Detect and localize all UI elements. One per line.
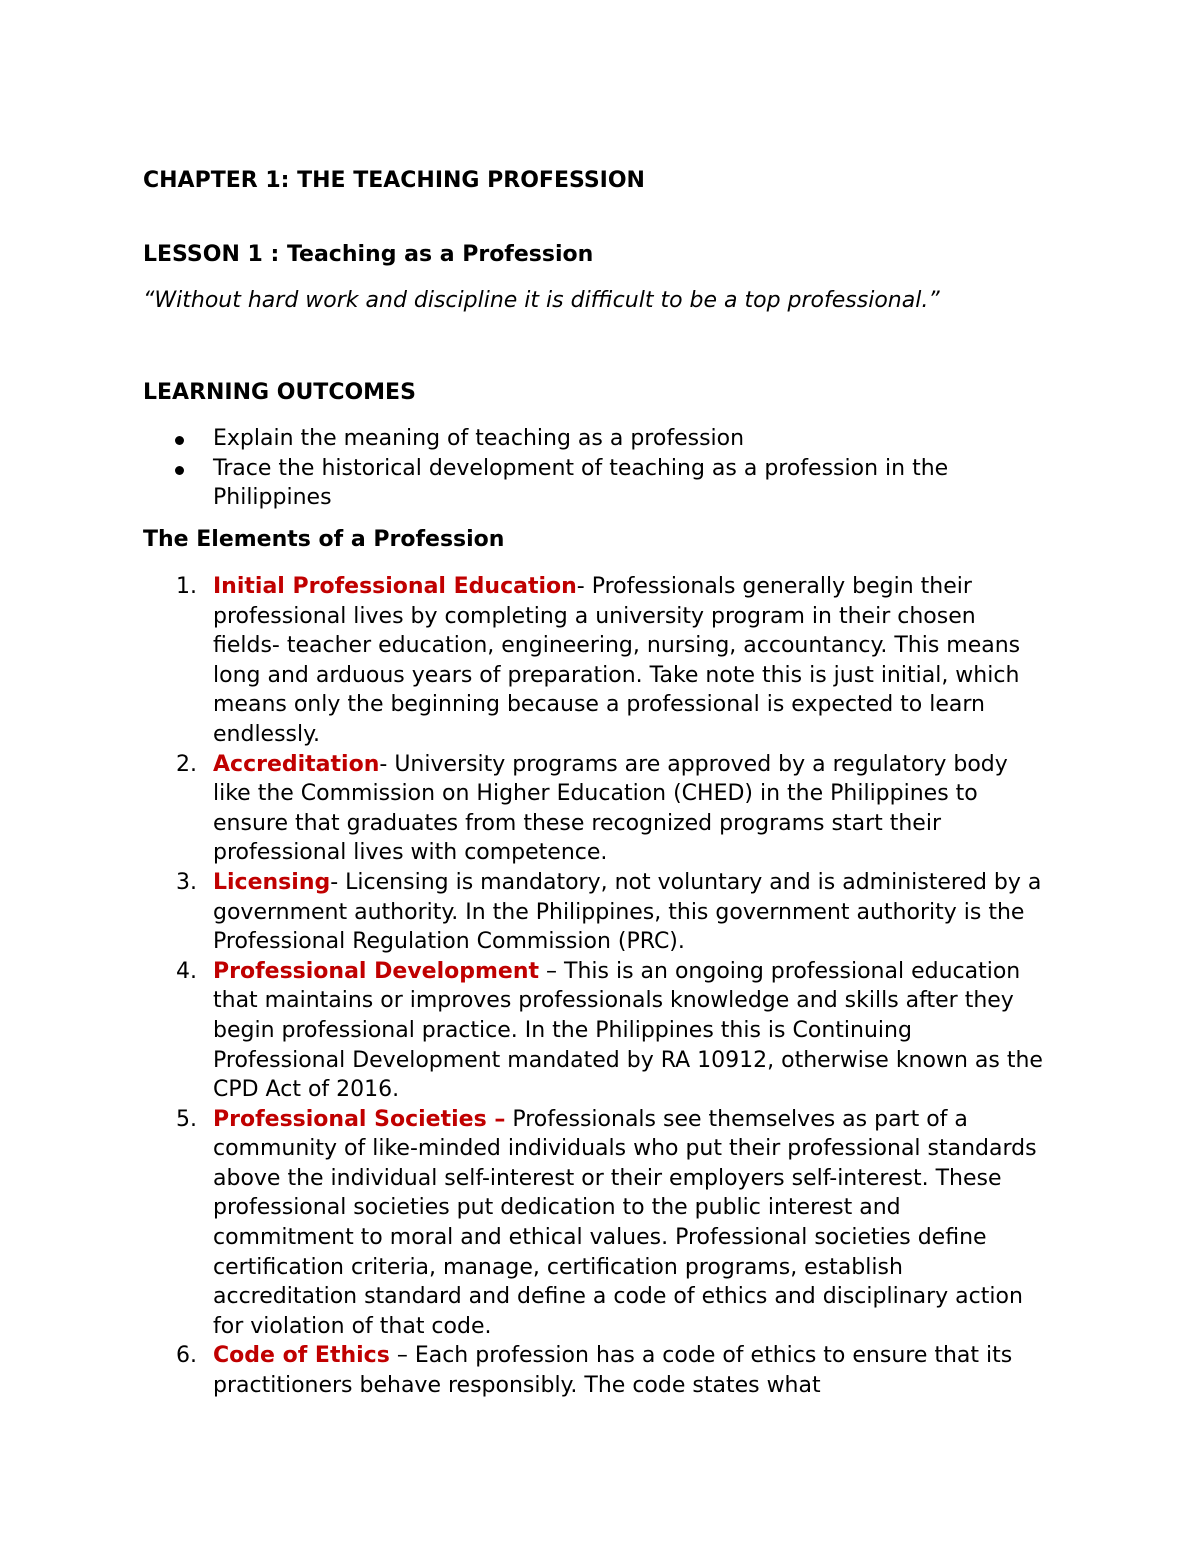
element-description: Each profession has a code of ethics to ensure that its practitioners behave responsibly. The code states what — [213, 1343, 1013, 1399]
element-term: Licensing — [213, 869, 331, 895]
element-term: Professional Development — [213, 958, 540, 984]
list-item — [143, 1341, 1043, 1400]
list-item — [143, 868, 1043, 957]
item-number: 4. — [176, 958, 197, 984]
term-separator: - — [576, 574, 592, 599]
outcome-text: Trace the historical development of teaching as a profession in the Philippines — [213, 455, 949, 510]
list-item — [143, 1105, 1043, 1342]
elements-heading: The Elements of a Profession — [143, 527, 505, 552]
term-separator: – — [389, 1343, 415, 1369]
list-item — [143, 957, 1043, 1105]
element-term: Initial Professional Education — [213, 574, 577, 599]
outcomes-list — [143, 424, 1043, 513]
quote: “Without hard work and discipline it is difficult to be a top professional.” — [143, 288, 940, 313]
bullet-icon — [175, 436, 184, 445]
list-item — [143, 424, 1043, 454]
element-term: Accreditation — [213, 751, 380, 777]
item-number: 5. — [176, 1106, 197, 1132]
list-item — [143, 750, 1043, 868]
element-description: Professionals see themselves as part of a community of like-minded individuals who put their professional standards above the individual self-interest or their employers self-interest. These professional societies put dedication to the public interest and commitment to moral and ethical values. Professional societies define certification criteria, manage, certification programs, establish accreditation standard and define a code of ethics and disciplinary action for violation of that code. — [213, 1106, 1037, 1339]
element-description: University programs are approved by a regulatory body like the Commission on Higher Education (CHED) in the Philippines to ensure that graduates from these recognized programs start their professional lives with competence. — [213, 751, 1008, 866]
term-separator: - — [330, 869, 346, 895]
elements-list — [143, 572, 1043, 1401]
element-description: Licensing is mandatory, not voluntary and is administered by a government authority. In the Philippines, this government authority is the Professional Regulation Commission (PRC). — [213, 869, 1042, 955]
element-description: This is an ongoing professional education that maintains or improves professionals knowledge and skills after they begin professional practice. In the Philippines this is Continuing Professional Development mandated by RA 10912, otherwise known as the CPD Act of 2016. — [213, 958, 1043, 1103]
item-number: 3. — [176, 869, 197, 895]
term-separator: - — [379, 751, 395, 777]
list-item — [143, 454, 1043, 513]
list-item — [143, 572, 1043, 750]
item-number: 2. — [176, 751, 197, 777]
chapter-title: CHAPTER 1: THE TEACHING PROFESSION — [143, 168, 645, 193]
element-term: Code of Ethics — [213, 1343, 390, 1369]
item-number: 1. — [176, 574, 197, 599]
element-term: Professional Societies – — [213, 1106, 506, 1132]
outcomes-heading: LEARNING OUTCOMES — [143, 380, 416, 405]
term-separator: – — [539, 958, 565, 984]
bullet-icon — [175, 466, 184, 475]
lesson-title: LESSON 1 : Teaching as a Profession — [143, 242, 594, 267]
item-number: 6. — [176, 1343, 197, 1369]
outcome-text: Explain the meaning of teaching as a profession — [213, 426, 745, 451]
element-description: Professionals generally begin their professional lives by completing a university program in their chosen fields- teacher education, engineering, nursing, accountancy. This means long and arduous years of preparation. Take note this is just initial, which means only the beginning because a professional is expected to learn endlessly. — [213, 574, 1021, 747]
